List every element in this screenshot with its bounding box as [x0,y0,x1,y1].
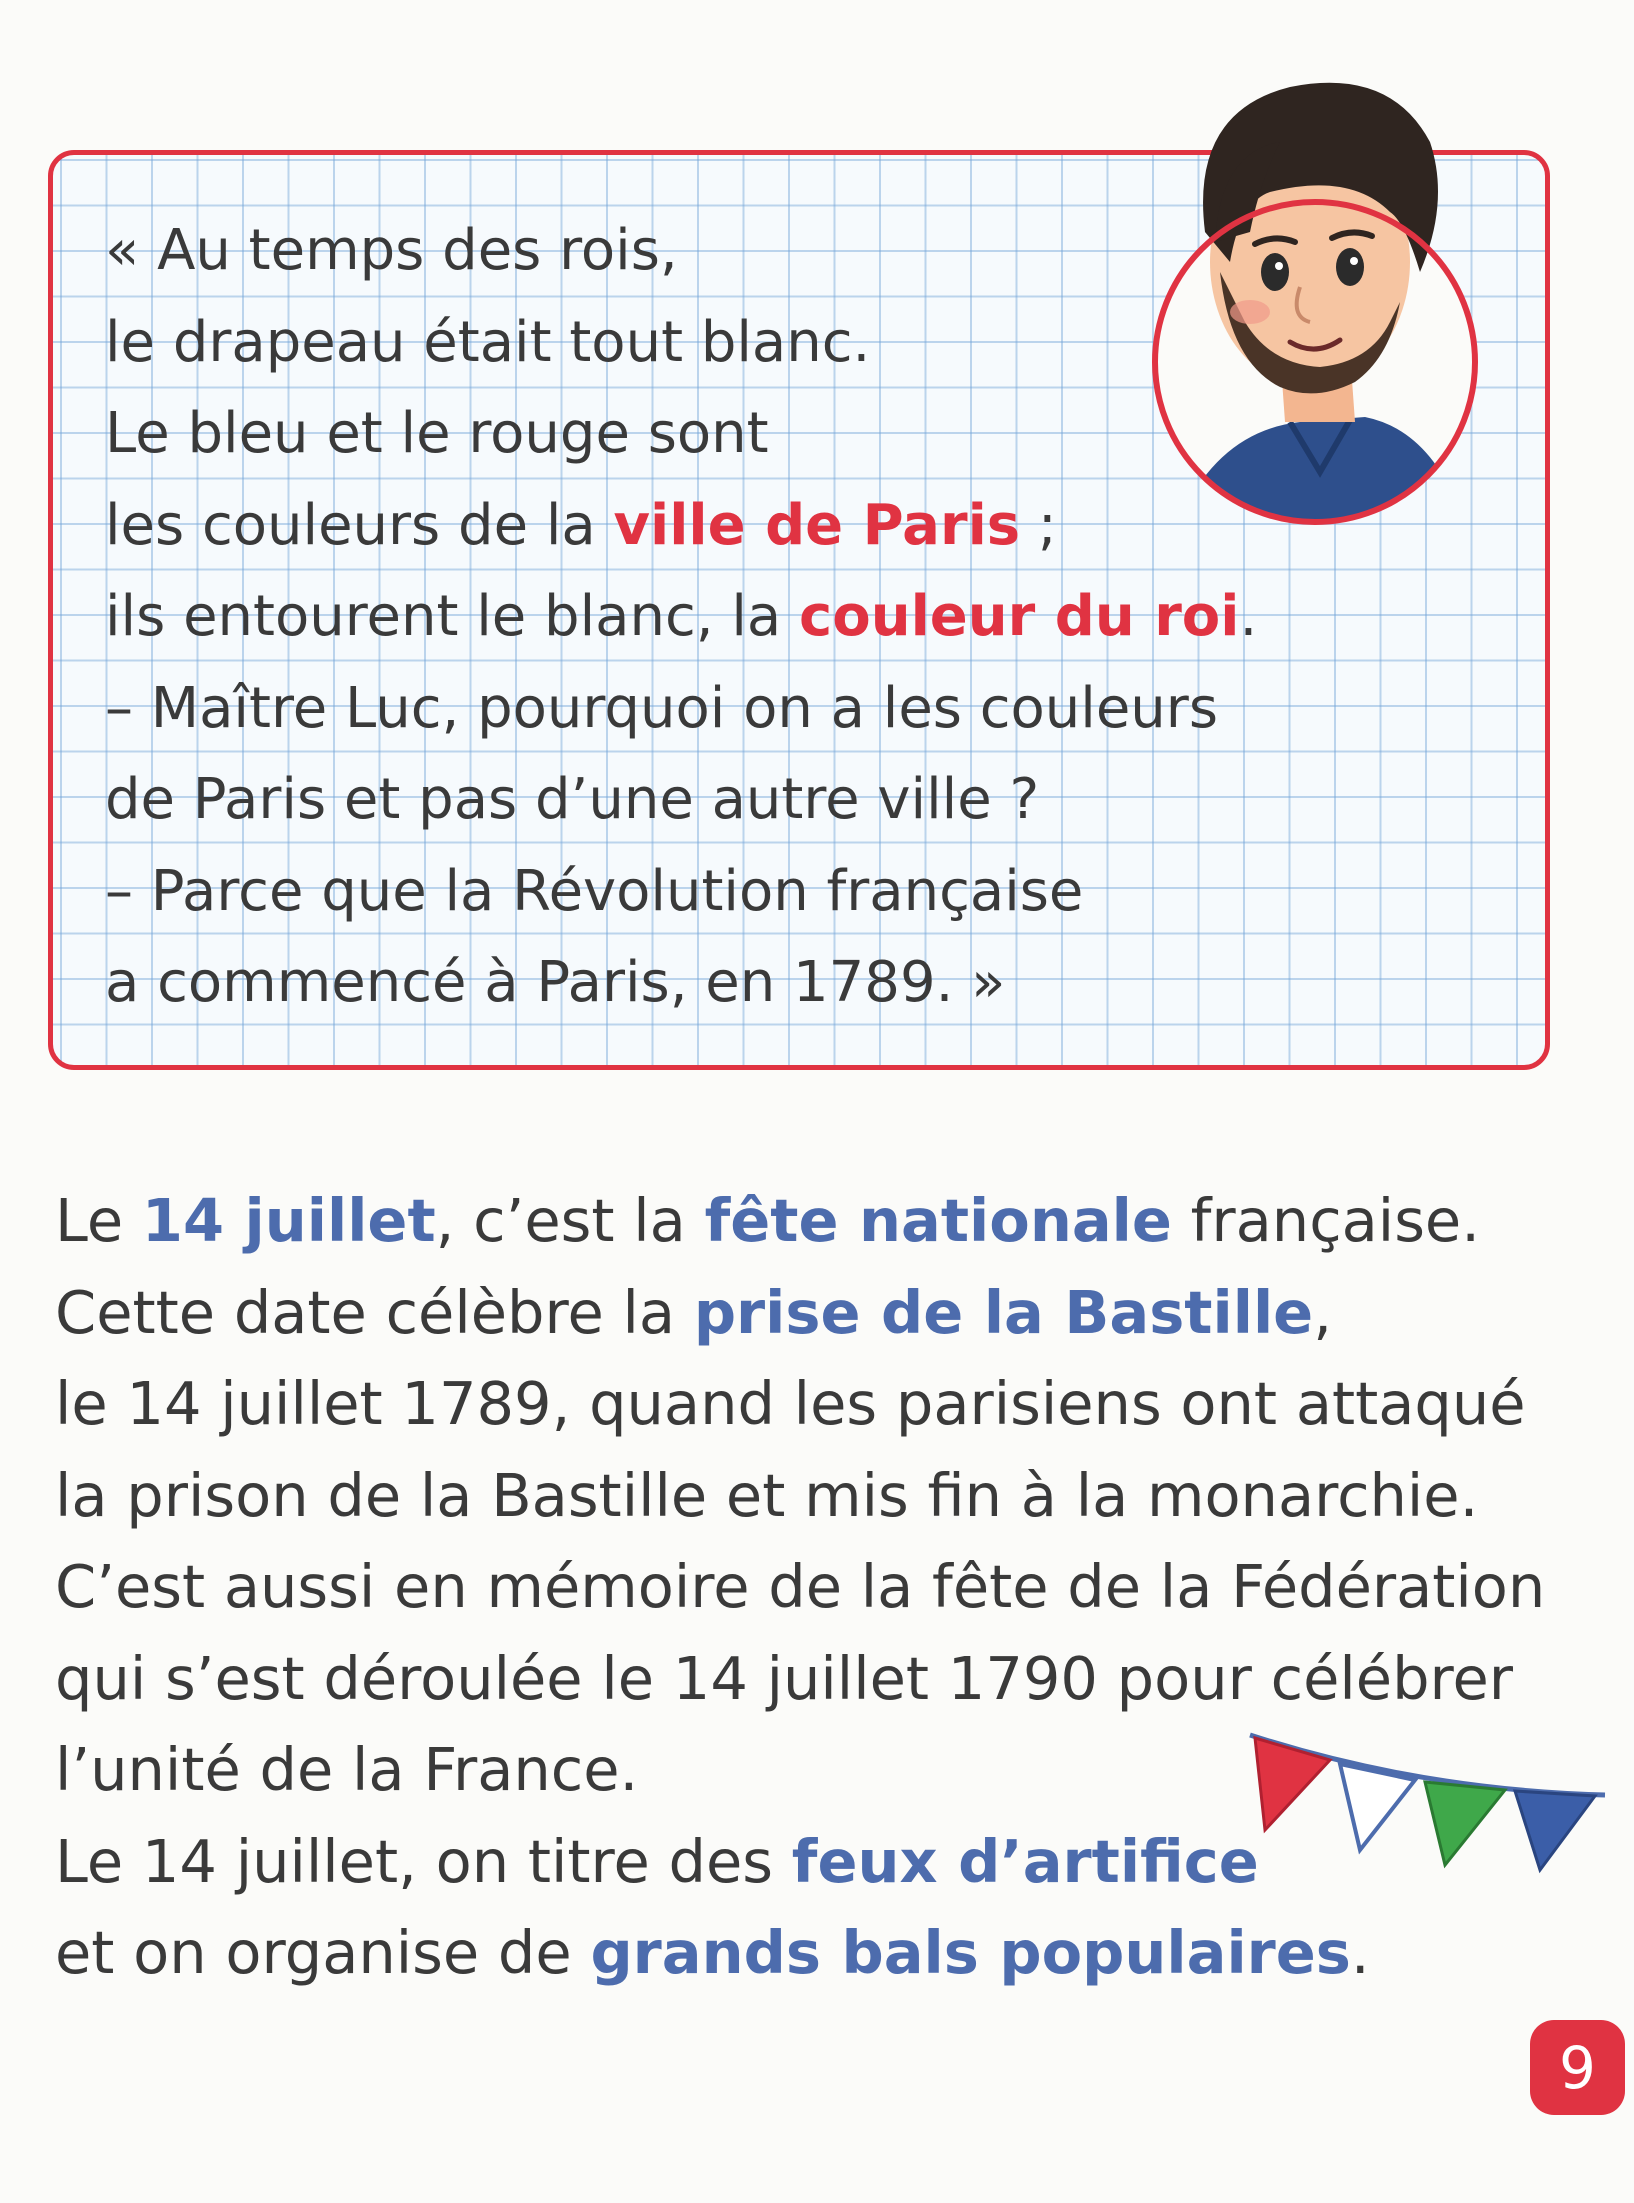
quote-line: le drapeau était tout blanc. [105,309,871,375]
body-line [55,1267,1615,1359]
quote-line [105,480,1405,572]
body-line: l’unité de la France. [55,1735,639,1804]
text-span: les couleurs de la [105,492,614,558]
page-number: 9 [1530,2020,1625,2115]
text-span: . [1350,1918,1370,1987]
quote-line: – Parce que la Révolution française [105,858,1084,924]
highlight-blue: feux d’artifice [791,1826,1259,1896]
quote-line: « Au temps des rois, [105,218,678,283]
body-line [55,1175,1615,1267]
bunting-flags-decoration [1240,1720,1610,1880]
body-line: C’est aussi en mémoire de la fête de la Fédération [55,1552,1546,1621]
text-span: , [1313,1277,1332,1347]
text-span: ; [1020,492,1057,558]
quote-line [105,571,1405,663]
highlight-blue: grands bals populaires [590,1918,1351,1987]
highlight-red: ville de Paris [613,492,1021,558]
highlight-blue: fête nationale [704,1186,1172,1255]
quote-text [105,205,1405,1029]
body-line [55,1907,1615,1999]
text-span: ils entourent le blanc, la [105,584,800,649]
body-line: qui s’est déroulée le 14 juillet 1790 pour célébrer [55,1643,1514,1713]
highlight-red: couleur du roi [799,584,1240,649]
quote-line: a commencé à Paris, en 1789. » [105,950,1006,1015]
text-span: , c’est la [435,1186,705,1255]
body-line: la prison de la Bastille et mis fin à la monarchie. [55,1460,1479,1530]
quote-line: de Paris et pas d’une autre ville ? [105,767,1040,832]
text-span: Le 14 juillet, on titre des [55,1826,792,1896]
quote-line: – Maître Luc, pourquoi on a les couleurs [105,675,1218,741]
body-line: le 14 juillet 1789, quand les parisiens ont attaqué [55,1369,1526,1438]
text-span: et on organise de [55,1918,591,1987]
highlight-blue: 14 juillet [141,1186,436,1255]
highlight-blue: prise de la Bastille [693,1277,1314,1347]
text-span: française. [1171,1186,1480,1255]
quote-line: Le bleu et le rouge sont [105,401,769,466]
text-span: Cette date célèbre la [55,1277,694,1347]
text-span: Le [55,1186,142,1255]
text-span: . [1239,584,1258,649]
